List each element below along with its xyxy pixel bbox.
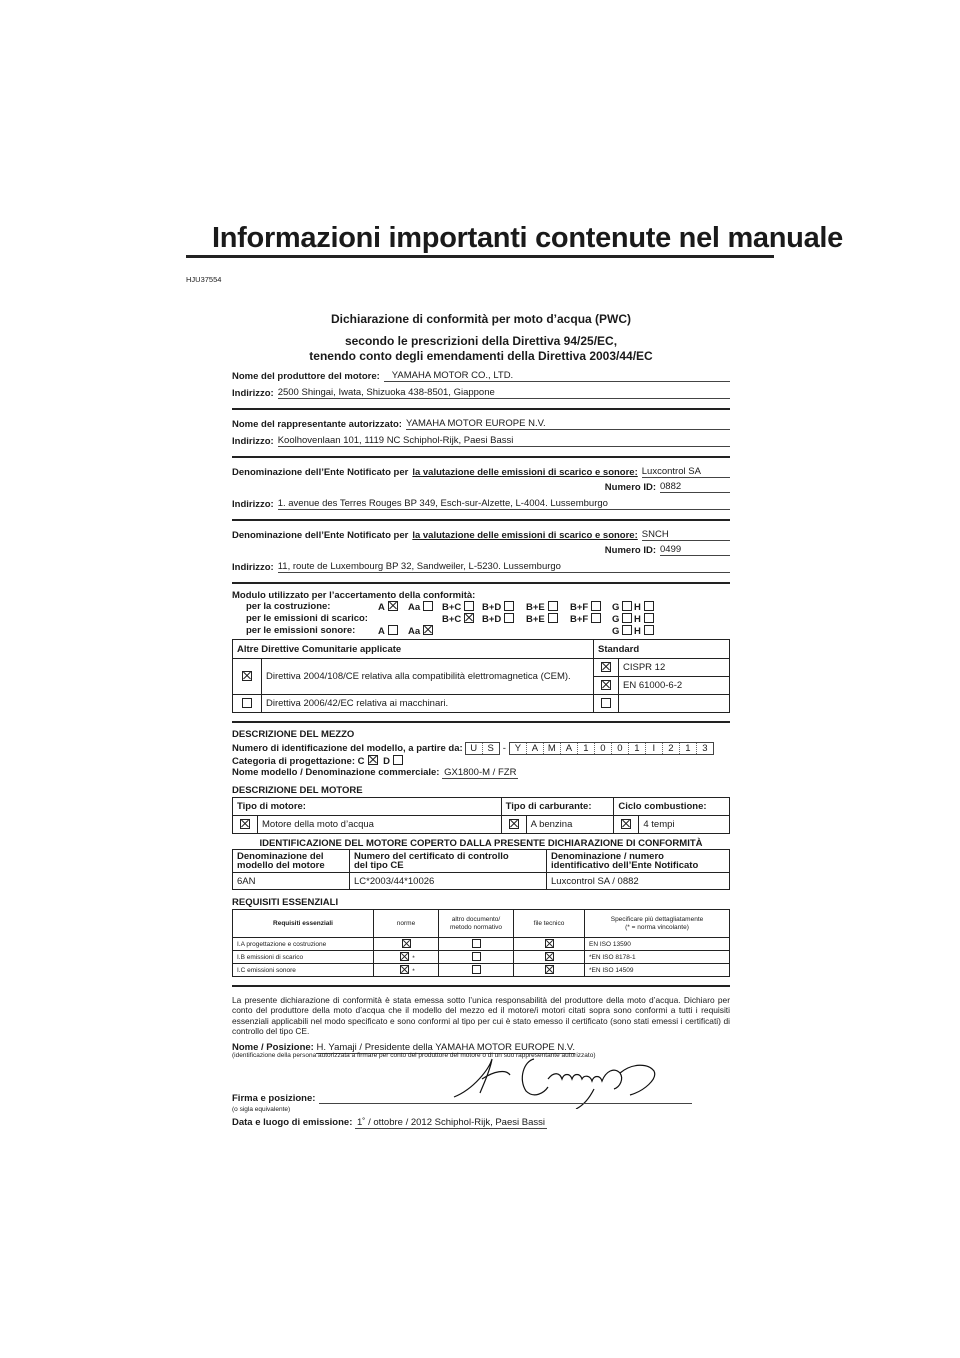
- opt-label: H: [634, 602, 641, 613]
- signer-note: (identificazione della persona autorizzata a firmare per conto del produttore del motore o di un suo rappresentante autorizzato): [232, 1052, 596, 1060]
- vin-char: 1: [629, 743, 646, 754]
- manufacturer-label: Nome del produttore del motore:: [232, 371, 380, 382]
- opt-label: B+D: [482, 602, 502, 613]
- opt-label: H: [634, 626, 641, 637]
- vin-dash: -: [502, 743, 506, 754]
- manufacturer-address: 2500 Shingai, Iwata, Shizuoka 438-8501, Giappone: [278, 387, 730, 399]
- notified-body-1-label-a: Denominazione dell’Ente Notificato per: [232, 467, 409, 478]
- essential-requirements-table: [232, 909, 730, 977]
- vin-char: 2: [663, 743, 680, 754]
- notified-body-1-id: 0882: [660, 481, 730, 493]
- directive-emc: Direttiva 2004/108/CE relativa alla compatibilità elettromagnetica (CEM).: [262, 659, 594, 695]
- req-col-specify-a: Specificare più dettagliatamente: [610, 915, 704, 923]
- opt-label: G: [612, 626, 620, 637]
- engine-type-value: Motore della moto d’acqua: [258, 816, 502, 834]
- engine-table: [232, 797, 730, 834]
- notified-body-2-id-label: Numero ID:: [604, 545, 656, 556]
- module-title: Modulo utilizzato per l’accertamento della conformità:: [232, 590, 476, 601]
- checkbox[interactable]: [622, 601, 632, 611]
- ident-header-1a: Denominazione del: [237, 851, 324, 862]
- checkbox-checked[interactable]: [242, 671, 252, 681]
- req-row-spec: *EN ISO 14509: [585, 964, 730, 977]
- model-name-row: [232, 767, 730, 778]
- opt-label: B+C: [442, 602, 462, 613]
- separator: [232, 456, 730, 458]
- ident-header-1b: modello del motore: [237, 860, 325, 871]
- req-row-spec: EN ISO 13590: [585, 938, 730, 951]
- ident-header-3a: Denominazione / numero: [551, 851, 664, 862]
- checkbox-checked[interactable]: [509, 819, 519, 829]
- ec-certificate-number: LC*2003/44*10026: [350, 873, 547, 890]
- vin-body: [509, 742, 714, 755]
- representative-label: Nome del rappresentante autorizzato:: [232, 419, 402, 430]
- checkbox[interactable]: [504, 601, 514, 611]
- notified-body-id: Luxcontrol SA / 0882: [547, 873, 730, 890]
- directive-machinery: Direttiva 2006/42/EC relativa ai macchinari.: [262, 695, 594, 713]
- checkbox[interactable]: [548, 601, 558, 611]
- vin-char: S: [487, 743, 494, 754]
- opt-label: B+F: [570, 602, 589, 613]
- signer-name: H. Yamaji / Presidente della YAMAHA MOTOR EUROPE N.V.: [316, 1042, 576, 1054]
- doc-code: HJU37554: [186, 275, 222, 284]
- representative-address-label: Indirizzo:: [232, 436, 274, 447]
- declaration-subtitle-2: tenendo conto degli emendamenti della Direttiva 2003/44/EC: [309, 349, 653, 363]
- signature-note: (o sigla equivalente): [232, 1106, 291, 1114]
- req-row-spec: *EN ISO 8178-1: [585, 951, 730, 964]
- checkbox[interactable]: [388, 625, 398, 635]
- vin-label: Numero di identificazione del modello, a partire da:: [232, 743, 463, 754]
- fuel-type-header: Tipo di carburante:: [501, 798, 614, 816]
- checkbox[interactable]: [601, 698, 611, 708]
- notified-body-1-name: Luxcontrol SA: [642, 466, 730, 478]
- vin-char: Y: [510, 743, 527, 754]
- checkbox[interactable]: [622, 625, 632, 635]
- vin-char: U: [466, 743, 483, 754]
- opt-label: B+D: [482, 614, 502, 625]
- opt-label: A: [378, 626, 385, 637]
- separator: [232, 721, 730, 723]
- checkbox[interactable]: [644, 625, 654, 635]
- manufacturer-address-label: Indirizzo:: [232, 388, 274, 399]
- opt-label: H: [634, 614, 641, 625]
- checkbox-checked[interactable]: [545, 952, 554, 961]
- opt-label: B+C: [442, 614, 462, 625]
- checkbox[interactable]: [472, 952, 481, 961]
- manufacturer-name: YAMAHA MOTOR CO., LTD.: [384, 370, 730, 382]
- checkbox-checked[interactable]: [402, 939, 411, 948]
- standard-en61000: EN 61000-6-2: [619, 677, 730, 695]
- vin-char: I: [646, 743, 663, 754]
- notified-body-2-label-a: Denominazione dell’Ente Notificato per: [232, 530, 409, 541]
- module-noise-label: per le emissioni sonore:: [246, 625, 356, 636]
- notified-body-2-address: 11, route de Luxembourg BP 32, Sandweiler, L-5230. Lussemburgo: [278, 561, 730, 573]
- checkbox-checked[interactable]: [545, 965, 554, 974]
- vin-char: A: [527, 743, 544, 754]
- declaration-title: Dichiarazione di conformità per moto d’acqua (PWC): [330, 312, 632, 326]
- notified-body-2-label-b: la valutazione delle emissioni di scarico e sonore:: [412, 530, 638, 541]
- directives-header: Altre Direttive Comunitarie applicate: [233, 640, 594, 659]
- model-name-label: Nome modello / Denominazione commerciale:: [232, 767, 440, 778]
- combustion-cycle-header: Ciclo combustione:: [614, 798, 730, 816]
- notified-body-1-label-b: la valutazione delle emissioni di scarico e sonore:: [412, 467, 638, 478]
- standard-cispr: CISPR 12: [619, 659, 730, 677]
- ident-header-2b: del tipo CE: [354, 860, 404, 871]
- signature-line: [319, 1093, 692, 1104]
- vin-char: 1: [578, 743, 595, 754]
- req-col-requirements: Requisiti essenziali: [233, 910, 374, 938]
- checkbox[interactable]: [591, 601, 601, 611]
- engine-identification-heading: IDENTIFICAZIONE DEL MOTORE COPERTO DALLA PRESENTE DICHIARAZIONE DI CONFORMITÀ: [259, 838, 703, 849]
- checkbox[interactable]: [242, 698, 252, 708]
- req-star: *: [412, 968, 415, 975]
- checkbox-checked[interactable]: [464, 613, 474, 623]
- ident-header-3b: identificativo dell’Ente Notificato: [551, 860, 699, 871]
- checkbox[interactable]: [504, 613, 514, 623]
- fuel-type-value: A benzina: [526, 816, 614, 834]
- checkbox[interactable]: [464, 601, 474, 611]
- separator: [232, 985, 730, 987]
- checkbox[interactable]: [644, 601, 654, 611]
- issue-date-row: [232, 1117, 730, 1128]
- notified-body-1-id-label: Numero ID:: [604, 482, 656, 493]
- directives-table: [232, 639, 730, 713]
- vin-char: A: [561, 743, 578, 754]
- combustion-cycle-value: 4 tempi: [639, 816, 730, 834]
- notified-body-2-name: SNCH: [642, 529, 730, 541]
- module-exhaust-label: per le emissioni di scarico:: [246, 613, 368, 624]
- vin-char: 3: [702, 743, 708, 754]
- vin-row: [232, 742, 730, 755]
- checkbox-checked[interactable]: [388, 601, 398, 611]
- separator: [232, 519, 730, 521]
- standard-header: Standard: [594, 640, 730, 659]
- checkbox[interactable]: [644, 613, 654, 623]
- category-d-label: D: [383, 756, 391, 767]
- notified-body-2-address-label: Indirizzo:: [232, 562, 274, 573]
- opt-label: Aa: [408, 602, 421, 613]
- checkbox[interactable]: [393, 755, 403, 765]
- signature-label: Firma e posizione:: [232, 1093, 316, 1105]
- declaration-form: [232, 312, 730, 1128]
- req-col-norms: norme: [374, 910, 439, 938]
- notified-body-1-address: 1. avenue des Terres Rouges BP 349, Esch-sur-Alzette, L-4004. Lussemburgo: [278, 498, 730, 510]
- representative-name: YAMAHA MOTOR EUROPE N.V.: [406, 418, 730, 430]
- conformity-module: [232, 590, 730, 637]
- req-col-technical-file: file tecnico: [514, 910, 585, 938]
- req-col-other-b: metodo normativo: [449, 923, 503, 931]
- separator: [232, 582, 730, 584]
- opt-label: G: [612, 614, 620, 625]
- checkbox-checked[interactable]: [423, 625, 433, 635]
- checkbox[interactable]: [472, 939, 481, 948]
- req-col-other-a: altro documento/: [451, 915, 501, 923]
- checkbox-checked[interactable]: [368, 755, 378, 765]
- separator: [232, 408, 730, 410]
- checkbox-checked[interactable]: [400, 952, 409, 961]
- checkbox[interactable]: [591, 613, 601, 623]
- representative-address: Koolhovenlaan 101, 1119 NC Schiphol-Rijk, Paesi Bassi: [278, 435, 730, 447]
- checkbox[interactable]: [622, 613, 632, 623]
- design-category-row: [232, 755, 730, 767]
- req-col-specify-b: (* = norma vincolante): [625, 923, 689, 931]
- checkbox-checked[interactable]: [601, 680, 611, 690]
- vin-char: 0: [612, 743, 629, 754]
- module-construction-label: per la costruzione:: [246, 601, 331, 612]
- checkbox[interactable]: [548, 613, 558, 623]
- req-row-name: I.B emissioni di scarico: [233, 951, 374, 964]
- vin-char: 1: [680, 743, 697, 754]
- vin-char: M: [544, 743, 561, 754]
- req-row-name: I.C emissioni sonore: [233, 964, 374, 977]
- opt-label: A: [378, 602, 385, 613]
- model-name: GX1800-M / FZR: [444, 767, 517, 778]
- ident-header-2a: Numero del certificato di controllo: [354, 851, 509, 862]
- vin-char: 0: [595, 743, 612, 754]
- title-rule: [186, 255, 774, 258]
- design-category-label: Categoria di progettazione:: [232, 756, 355, 767]
- opt-label: B+E: [526, 602, 545, 613]
- checkbox-checked[interactable]: [601, 662, 611, 672]
- essential-requirements-heading: REQUISITI ESSENZIALI: [232, 897, 339, 908]
- module-noise-row: [232, 625, 730, 637]
- notified-body-2-id: 0499: [660, 544, 730, 556]
- declaration-subtitle-1: secondo le prescrizioni della Direttiva 94/25/EC,: [344, 334, 618, 348]
- vin-prefix: [465, 742, 500, 755]
- signature-area: [232, 1059, 730, 1117]
- opt-label: B+E: [526, 614, 545, 625]
- checkbox-checked[interactable]: [400, 965, 409, 974]
- engine-identification-table: [232, 849, 730, 890]
- req-star: *: [412, 955, 415, 962]
- checkbox[interactable]: [472, 965, 481, 974]
- opt-label: B+F: [570, 614, 589, 625]
- issue-date-label: Data e luogo di emissione:: [232, 1117, 353, 1129]
- issue-date: 1˚ / ottobre / 2012 Schiphol-Rijk, Paesi Bassi: [357, 1117, 545, 1129]
- engine-description-heading: DESCRIZIONE DEL MOTORE: [232, 785, 363, 796]
- opt-label: Aa: [408, 626, 421, 637]
- req-row-name: I.A progettazione e costruzione: [233, 938, 374, 951]
- opt-label: G: [612, 602, 620, 613]
- vehicle-description-heading: DESCRIZIONE DEL MEZZO: [232, 729, 355, 740]
- category-c-label: C: [357, 756, 365, 767]
- module-exhaust-row: [232, 613, 730, 625]
- declaration-statement: La presente dichiarazione di conformità è stata emessa sotto l’unica responsabilità del produttore della moto d’acqua. Dichiaro per conto del produttore della moto d’acqua che il modello del mezzo ed il motore/i motori citati sopra sono conformi a tutti i requisiti essenziali applicabili nel modo specificato e sono conformi al tipo per cui è stato emesso il certificato (sono stati emessi i certificati) di controllo del tipo CE.: [232, 995, 730, 1036]
- checkbox-checked[interactable]: [545, 939, 554, 948]
- checkbox[interactable]: [423, 601, 433, 611]
- module-construction-row: [232, 601, 730, 613]
- checkbox-checked[interactable]: [621, 819, 631, 829]
- page-title: Informazioni importanti contenute nel manuale: [212, 222, 844, 254]
- engine-model-code: 6AN: [233, 873, 350, 890]
- signer-label: Nome / Posizione:: [232, 1042, 314, 1054]
- notified-body-1-address-label: Indirizzo:: [232, 499, 274, 510]
- engine-type-header: Tipo di motore:: [233, 798, 502, 816]
- checkbox-checked[interactable]: [240, 819, 250, 829]
